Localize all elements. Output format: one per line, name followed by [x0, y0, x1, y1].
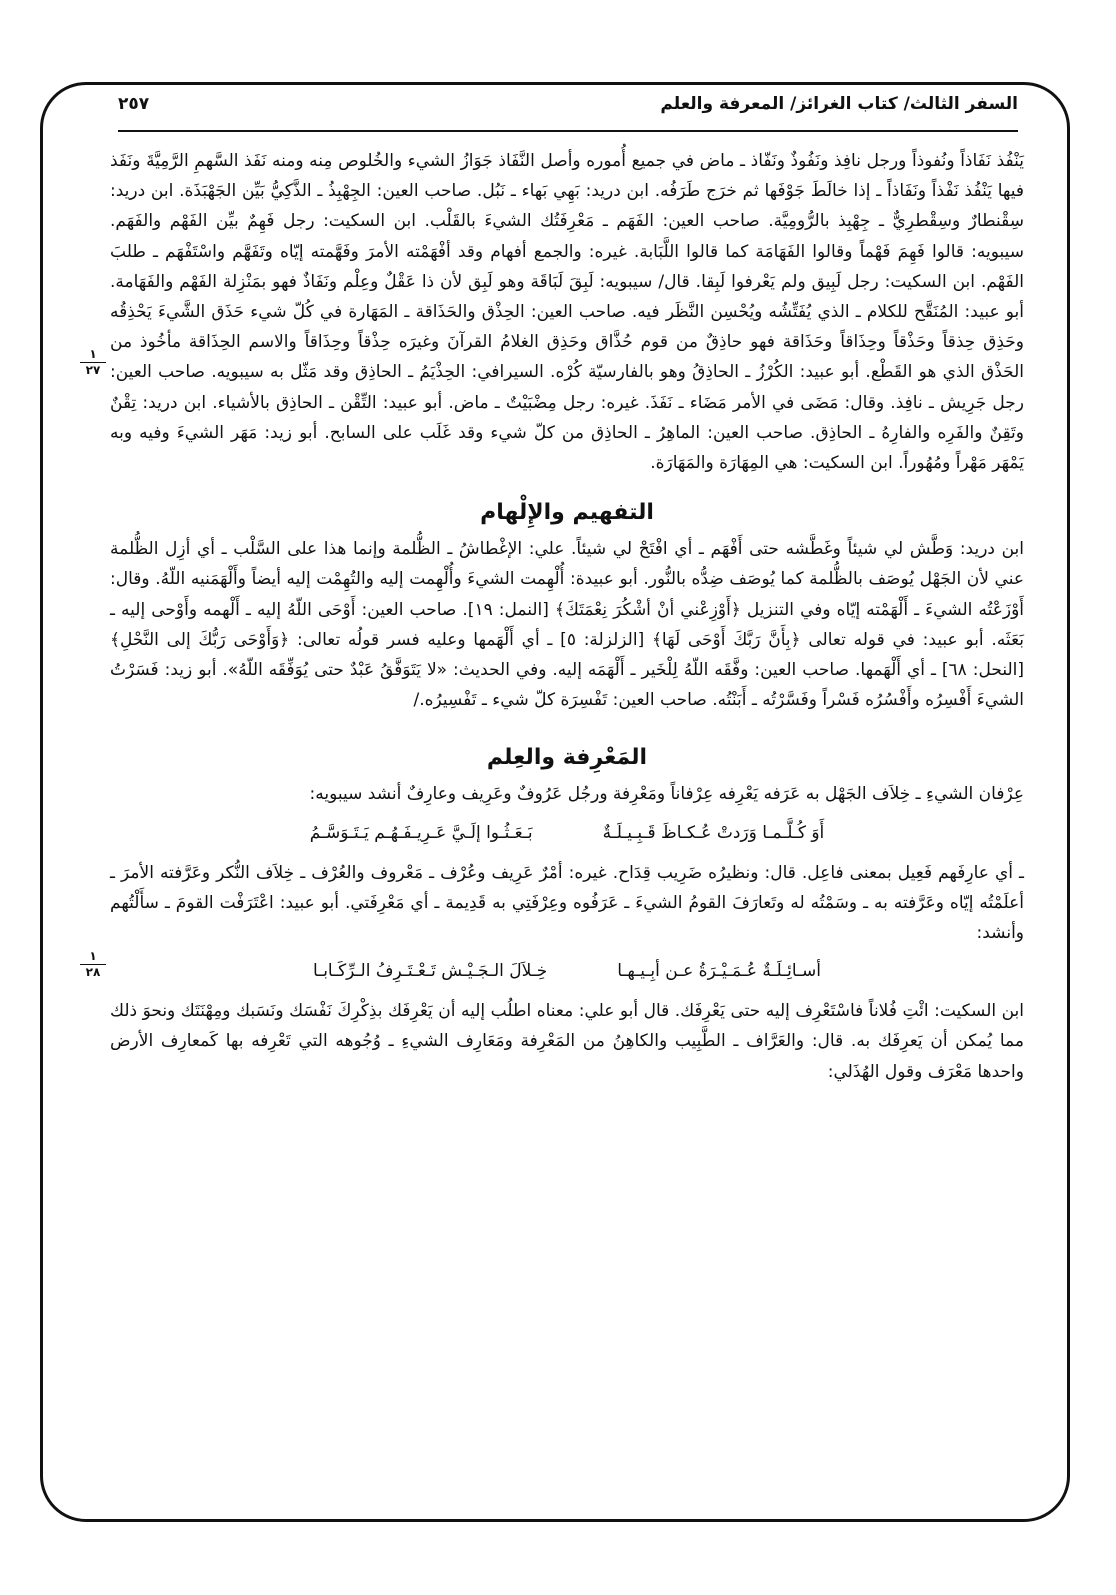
running-head: السفر الثالث/ كتاب الغرائز/ المعرفة والعلم: [660, 94, 1018, 114]
margin-folio-note-1: [78, 348, 108, 377]
margin-note-numerator: ١: [89, 949, 97, 963]
poetry-verse-2: [110, 956, 1024, 986]
margin-folio-note-2: [78, 950, 108, 979]
verse-second-hemistich: بَـعَـثُـوا إلَـيَّ عَـرِيـفَـهُـم يَـتَـوَسَّـمُ: [309, 822, 533, 843]
verse-first-hemistich: أسـائِـلَـةٌ عُـمَـيْـرَةُ عـن أبِـيـهـا: [617, 961, 821, 982]
page-number: ٢٥٧: [118, 94, 150, 114]
margin-note-denominator: ٢٨: [85, 965, 101, 979]
poetry-verse-1: [110, 818, 1024, 848]
header-rule: [118, 130, 1018, 132]
paragraph-knowledge-meaning: ـ أي عارِفَهم فَعِيل بمعنى فاعِل. قال: ونظيرُه ضَرِيب قِدَاح. غيره: أمْرٌ عَرِيف وعُرْف ـ مَعْروف والعُرْف ـ خِلاَف النُّكر وعَرَّفته الأمرَ ـ أعلَمْتُه إيّاه وعَرَّفته به ـ وسَمْتُه له وتَعارَفَ القومُ الشيءَ ـ عَرَفُوه وعِرْفَتِي به قَدِيمة ـ أي مَعْرِفَتي. أبو عبيد: اعْتَرَفْت القومَ ـ سأَلْتُهم وأنشد:: [110, 862, 1024, 944]
verse-second-hemistich: خِـلاَلَ الـجَـيْـش تَـعْـتَـرِفُ الـرِّكَـابـا: [313, 961, 548, 982]
page-header: [118, 92, 1018, 126]
paragraph-knowledge-intro: عِرْفان الشيءِ ـ خِلاَف الجَهْل به عَرَفه يَعْرِفه عِرْفاناً ومَعْرِفة ورجُل عَرُوفٌ وعَرِيف وعارِفٌ أنشد سيبويه:: [309, 784, 1024, 805]
verse-first-hemistich: أَوَ كُـلَّـمـا وَرَدتْ عُـكـاظَ قَـبِـيـلَـةٌ: [602, 822, 825, 843]
section-heading-instruction-inspiration: التفهيم والإِلْهام: [480, 500, 654, 526]
margin-note-denominator: ٢٧: [85, 363, 101, 377]
section-heading-knowledge: المَعْرِفة والعِلم: [486, 745, 648, 771]
margin-note-numerator: ١: [89, 347, 97, 361]
paragraph-knowledge-ibn-sikkit: ابن السكيت: ائْتِ فُلاناً فاسْتَعْرِف إليه حتى يَعْرِفَك. قال أبو علي: معناه اطلُب إليه أن يَعْرِفَك بذِكْرِكَ نَفْسَك ونَسَبك ومِهْنَتَك ونحوَ ذلك مما يُمكن أن يَعرِفَك به. قال: والعَرَّاف ـ الطَّبِيب والكاهِنُ من المَعْرِفة ومَعَارِف الشيءِ ـ وُجُوهه التي تَعْرِفه بها كَمعارِف الأرض واحدها مَعْرَف وقول الهُذَلي:: [110, 1001, 1024, 1082]
page-body: [110, 146, 1024, 1476]
paragraph-comprehension-skill: يَنْفُذ نَفَاذاً ونُفوذاً ورجل نافِذ ونَفُوذٌ ونَفّاذ ـ ماض في جميع أُموره وأصل النَّفَاذ جَوَازُ الشيء والخُلوص مِنه ومنه نَفَذ السَّهمِ الرَّمِيَّةَ ونَفَذ فيها يَنْفُذ نَفْذاً ونَفَاذاً ـ إذا خالَطَ جَوْفَها ثم خرَج طَرَفُه. ابن دريد: بَهِي بَهاء ـ نَبُل. صاحب العين: الجِهْبِذُ ـ الذَّكِيُّ بَيِّن الجَهْبَذَة. ابن دريد: سِقْنطارٌ وسِقْطرِيٌّ ـ جِهْبِذ بالرُّومِيَّة. صاحب العين: الفَهَم ـ مَعْرِفَتُك الشيءَ بالقَلْب. ابن السكيت: رجل فَهِمٌ بيِّن الفَهْم والفَهَم. سيبويه: قالوا فَهِمَ فَهْماً وقالوا الفَهَامَة كما قالوا اللَّبَابة. غيره: والجمع أفهام وقد أفْهَمْته الأمرَ وفَهَّمته إيّاه وتَفَهَّم واسْتَفْهَم ـ طلبَ الفَهْم. ابن السكيت: رجل لَبِيق ولم يَعْرفوا لَبِقا. قال/ سيبويه: لَبِقَ لَبَاقَة وهو لَبِق لأن ذا عَقْلٌ وعِلْم ونَفَاذٌ فهو بمَنْزِلة الفَهْم والفَهَامة. أبو عبيد: المُنَقَّح للكلام ـ الذي يُفَتِّشُه ويُحْسِن النَّظَر فيه. صاحب العين: الحِذْق والحَذَاقة ـ المَهَارة في كُلّ شيء حَذَق الشَّيءَ يَحْذِقُه وحَذِق حِذقاً وحَذْقاً وحِذَاقاً وحَذَاقة فهو حاذِقٌ من قوم حُذَّاق وحَذِق الغلامُ القرآنَ وغيرَه حِذْقاً وحِذَاقاً والاسم الحِذَاقة مأخُوذ من الحَذْق الذي هو القَطْع. أبو عبيد: الكُرْزُ ـ الحاذِقُ وهو بالفارسيّة كُرْه. السيرافي: الحِذْيَمُ ـ الحاذِق وقد مَثّل به سيبويه. صاحب العين: رجل جَرِيش ـ نافِذ. وقال: مَضَى في الأمر مَضَاء ـ نَفَذَ. غيره: رجل مِضْبَيْتٌ ـ ماض. أبو عبيد: التِّقْن ـ الحاذِق بالأشياء. ابن دريد: تِقْنٌ وتَقِنٌ والفَرِه والفارِهُ ـ الحاذِق. صاحب العين: الماهِرُ ـ الحاذِق من كلّ شيء وقد غَلَب على السابح. أبو زيد: مَهَر الشيءَ وفيه وبه يَمْهَر مَهْراً ومُهُوراً. ابن السكيت: هي المِهَارَة والمَهَارَة.: [110, 151, 1024, 474]
paragraph-inspiration: ابن دريد: وَطَّش لي شيئاً وغَطَّشه حتى أَفْهَم ـ أي افْتَحْ لي شيئاً. علي: الإغْطاشُ ـ الظُّلمة وإنما هذا على السَّلْب ـ أي أزِل الظُّلمة عني لأن الجَهْل يُوصَف بالظُّلمة كما يُوصَف ضِدُّه بالنُّور. أبو عبيدة: أُلْهِمت الشيءَ وأُلْهِمت إليه والتُهِمْت إليه أيضاً وأَلْهَمَنيه اللّهُ. وقال: أَوْزَعْتُه الشيءَ ـ أَلْهَمْته إيّاه وفي التنزيل ﴿أَوْزِعْني أنْ أشْكُرَ نِعْمَتَكَ﴾ [النمل: ١٩]. صاحب العين: أَوْحَى اللّهُ إليه ـ أَلْهمه وأَوْحى إليه ـ بَعَثَه. أبو عبيد: في قوله تعالى ﴿بِأَنَّ رَبَّكَ أَوْحَى لَهَا﴾ [الزلزلة: ٥] ـ أي أَلْهَمها وعليه فسر قولُه تعالى: ﴿وَأَوْحَى رَبُّكَ إلى النَّحْلِ﴾ [النحل: ٦٨] ـ أي أَلْهَمها. صاحب العين: وفَّقَه اللّهُ لِلْخَير ـ أَلْهَمَه إليه. وفي الحديث: «لا يَتَوَفَّقُ عَبْدٌ حتى يُوَفِّقَه اللّهُ». أبو زيد: فَسَرْتُ الشيءَ أَفْسِرُه وأَفْسُرُه فَسْراً وفَسَّرْتُه ـ أَبَنْتُه. صاحب العين: تَفْسِرَة كلّ شيء ـ تَفْسِيرُه./: [110, 539, 1025, 711]
